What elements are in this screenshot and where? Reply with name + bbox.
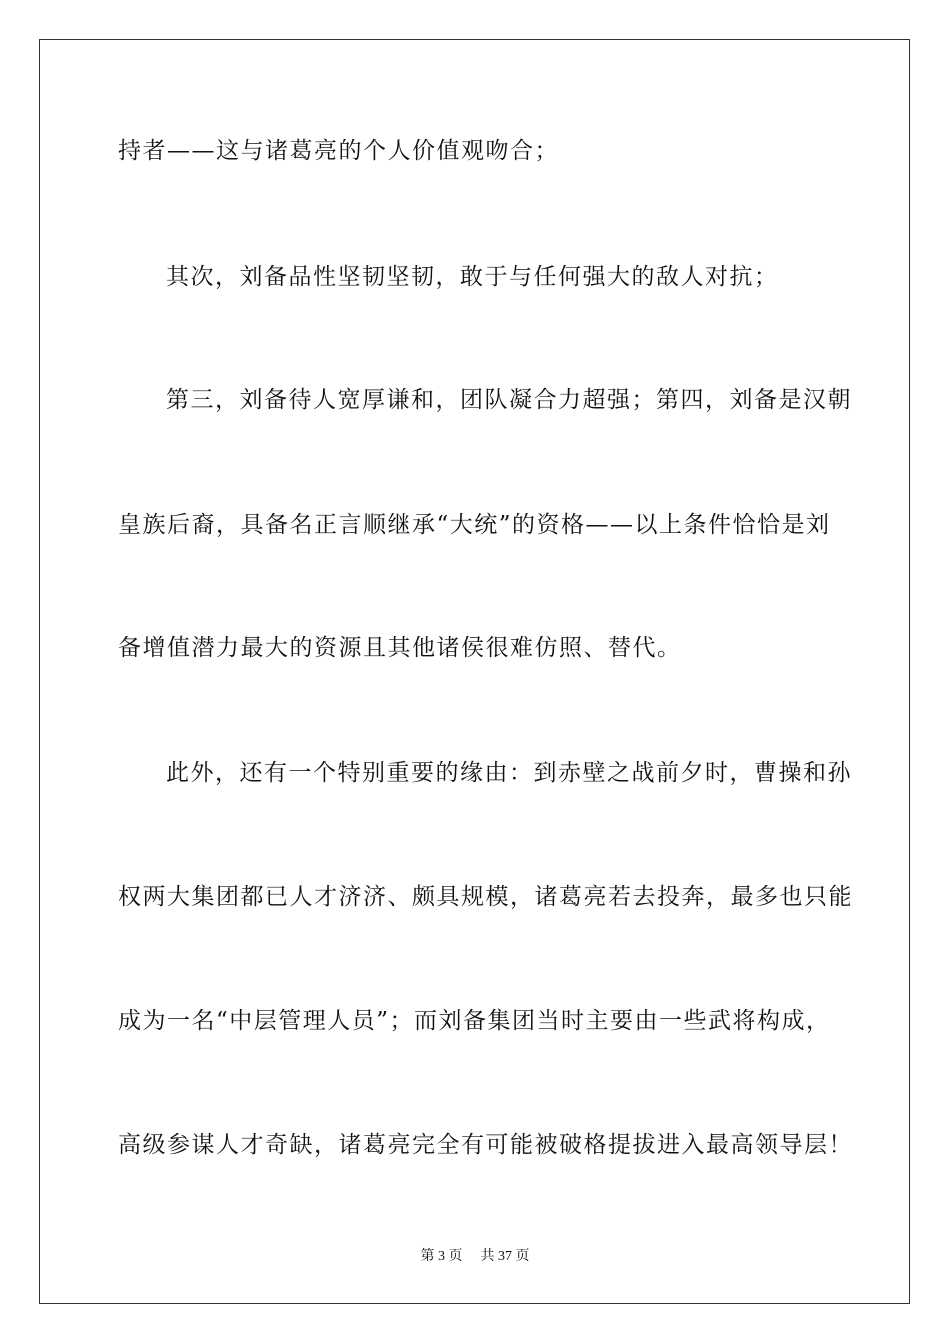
text-line-1: 持者——这与诸葛亮的个人价值观吻合； xyxy=(118,138,559,164)
text-line-2: 其次，刘备品性坚韧坚韧，敢于与任何强大的敌人对抗； xyxy=(166,264,779,290)
page-border xyxy=(39,39,910,1304)
text-line-7: 权两大集团都已人才济济、颇具规模，诸葛亮若去投奔，最多也只能 xyxy=(118,884,853,910)
text-line-9: 高级参谋人才奇缺，诸葛亮完全有可能被破格提拔进入最高领导层！ xyxy=(118,1132,853,1158)
page-number: 第 3 页 xyxy=(420,1249,463,1264)
page-footer xyxy=(0,1248,950,1266)
text-line-8: 成为一名“中层管理人员”；而刘备集团当时主要由一些武将构成， xyxy=(118,1008,831,1034)
page-total: 共 37 页 xyxy=(480,1249,530,1264)
text-line-5: 备增值潜力最大的资源且其他诸侯很难仿照、替代。 xyxy=(118,635,682,661)
text-line-6: 此外，还有一个特别重要的缘由：到赤壁之战前夕时，曹操和孙 xyxy=(166,760,852,786)
text-line-3: 第三，刘备待人宽厚谦和，团队凝合力超强；第四，刘备是汉朝 xyxy=(166,387,852,413)
text-line-4: 皇族后裔，具备名正言顺继承“大统”的资格——以上条件恰恰是刘 xyxy=(118,512,831,538)
